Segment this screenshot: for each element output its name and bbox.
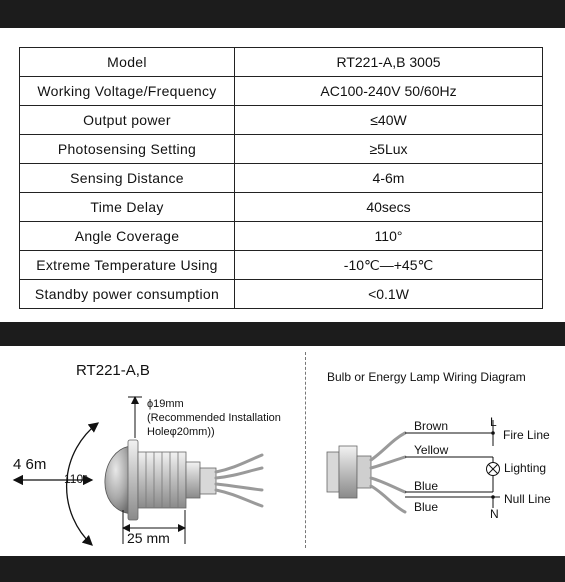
- wire-label-yellow: Yellow: [414, 443, 449, 457]
- row-label: Time Delay: [20, 193, 235, 222]
- row-value: ≤40W: [235, 106, 543, 135]
- row-label: Standby power consumption: [20, 280, 235, 309]
- wire-label-brown: Brown: [414, 419, 449, 433]
- row-value: ≥5Lux: [235, 135, 543, 164]
- distance-label: 4 6m: [13, 456, 47, 473]
- row-label: Extreme Temperature Using: [20, 251, 235, 280]
- row-label: Output power: [20, 106, 235, 135]
- bottom-band: [0, 556, 565, 582]
- wire-label-blue-2: Blue: [414, 500, 439, 514]
- lighting-label: Lighting: [504, 461, 547, 475]
- row-value: 4-6m: [235, 164, 543, 193]
- hole-note-label: (Recommended Installation: [147, 412, 281, 424]
- null-line-label: Null Line: [504, 492, 551, 506]
- row-label: Working Voltage/Frequency: [20, 77, 235, 106]
- wiring-title: Bulb or Energy Lamp Wiring Diagram: [327, 370, 526, 384]
- fire-line-label: Fire Line: [503, 428, 550, 442]
- wiring-illustration: [327, 420, 500, 512]
- angle-label: 110°: [64, 472, 88, 486]
- hole-note-label-2: Holeφ20mm)): [147, 426, 215, 438]
- row-value: -10℃—+45℃: [235, 251, 543, 280]
- width-label: 25 mm: [127, 530, 170, 546]
- sensor-model-label: RT221-A,B: [76, 362, 150, 379]
- row-label: Photosensing Setting: [20, 135, 235, 164]
- row-value: 40secs: [235, 193, 543, 222]
- row-label: Model: [20, 48, 235, 77]
- hole-size-label: ϕ19mm: [147, 398, 184, 410]
- section-divider: [305, 352, 306, 548]
- row-label: Sensing Distance: [20, 164, 235, 193]
- row-value: RT221-A,B 3005: [235, 48, 543, 77]
- row-value: AC100-240V 50/60Hz: [235, 77, 543, 106]
- row-value: <0.1W: [235, 280, 543, 309]
- row-label: Angle Coverage: [20, 222, 235, 251]
- terminal-l-label: L: [490, 415, 497, 429]
- wire-label-blue: Blue: [414, 479, 439, 493]
- row-value: 110°: [235, 222, 543, 251]
- terminal-n-label: N: [490, 507, 499, 521]
